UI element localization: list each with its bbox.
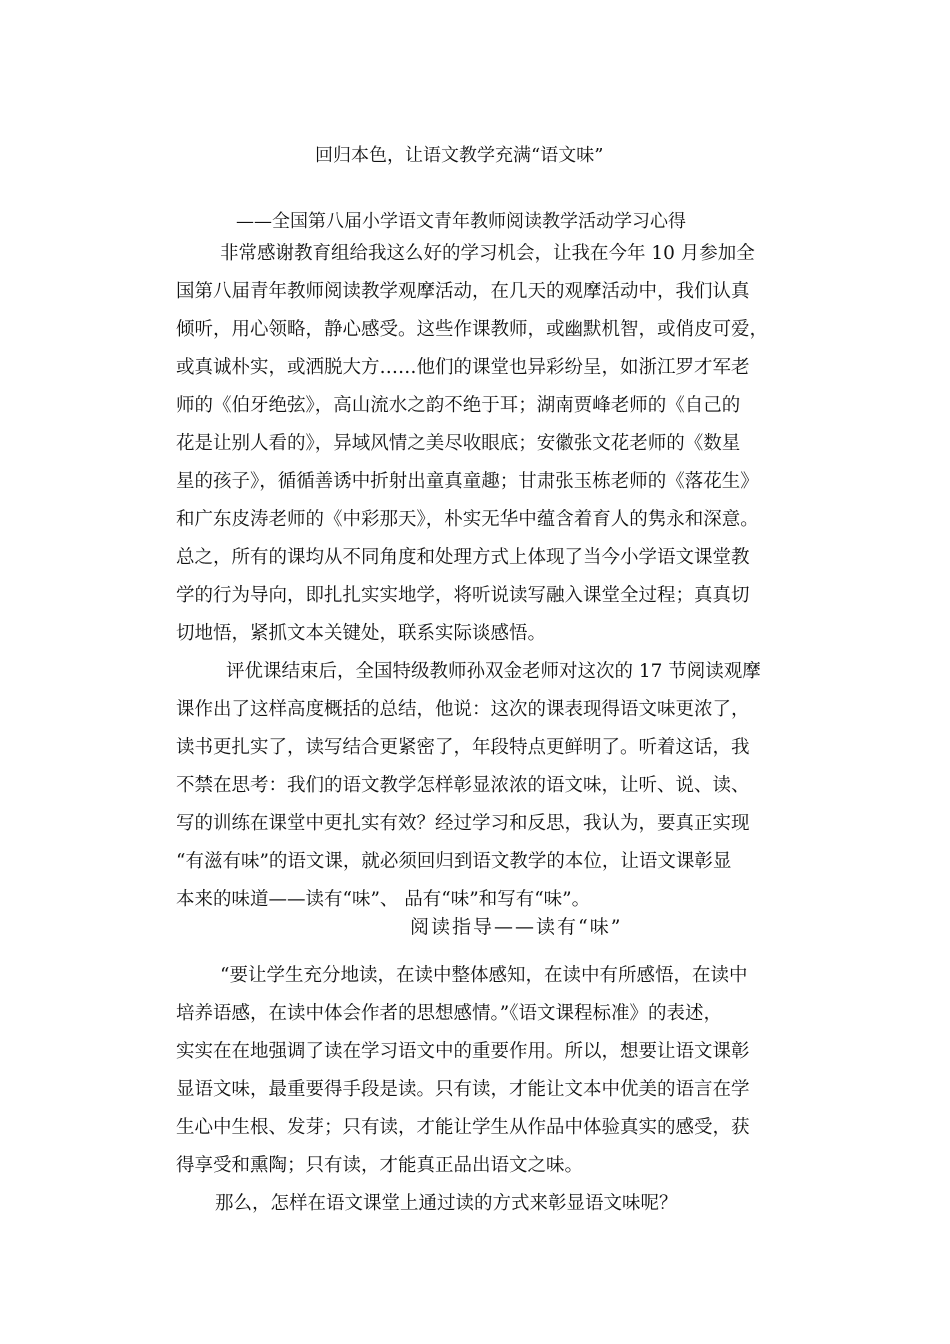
paragraph-line: 或真诚朴实，或洒脱大方……他们的课堂也异彩纷呈，如浙江罗才军老 bbox=[176, 357, 750, 378]
paragraph-line: “要让学生充分地读，在读中整体感知，在读中有所感悟，在读中 bbox=[220, 965, 748, 986]
paragraph-line: 得享受和熏陶；只有读，才能真正品出语文之味。 bbox=[176, 1155, 584, 1176]
paragraph-line: 不禁在思考：我们的语文教学怎样彰显浓浓的语文味，让听、说、读、 bbox=[176, 775, 750, 796]
paragraph-line: 本来的味道——读有“味”、 品有“味”和写有“味”。 bbox=[176, 889, 591, 910]
paragraph-line: 和广东皮涛老师的《中彩那天》，朴实无华中蕴含着育人的隽永和深意。 bbox=[176, 509, 759, 530]
paragraph-line: 师的《伯牙绝弦》，高山流水之韵不绝于耳；湖南贾峰老师的《自己的 bbox=[176, 395, 741, 416]
paragraph-line: 总之，所有的课均从不同角度和处理方式上体现了当今小学语文课堂教 bbox=[176, 547, 750, 568]
paragraph-line: 倾听，用心领略，静心感受。这些作课教师，或幽默机智，或俏皮可爱， bbox=[176, 319, 769, 340]
paragraph-line: 显语文味，最重要得手段是读。只有读，才能让文本中优美的语言在学 bbox=[176, 1079, 750, 1100]
paragraph-line: 星的孩子》，循循善诱中折射出童真童趣；甘肃张玉栋老师的《落花生》 bbox=[176, 471, 759, 492]
paragraph-line: 评优课结束后，全国特级教师孙双金老师对这次的 17 节阅读观摩 bbox=[226, 661, 761, 682]
paragraph-line: “有滋有味”的语文课，就必须回归到语文教学的本位，让语文课彰显 bbox=[176, 851, 732, 872]
paragraph-line: 非常感谢教育组给我这么好的学习机会，让我在今年 10 月参加全 bbox=[220, 243, 755, 264]
paragraph-line: 学的行为导向，即扎扎实实地学，将听说读写融入课堂全过程；真真切 bbox=[176, 585, 750, 606]
paragraph-line: 写的训练在课堂中更扎实有效？经过学习和反思，我认为，要真正实现 bbox=[176, 813, 750, 834]
paragraph-line: 生心中生根、发芽；只有读，才能让学生从作品中体验真实的感受，获 bbox=[176, 1117, 750, 1138]
section-heading: 阅读指导——读有“味” bbox=[410, 916, 623, 938]
paragraph-line: 课作出了这样高度概括的总结，他说：这次的课表现得语文味更浓了， bbox=[176, 699, 750, 720]
paragraph-line: 花是让别人看的》，异域风情之美尽收眼底；安徽张文花老师的《数星 bbox=[176, 433, 741, 454]
paragraph-line: 国第八届青年教师阅读教学观摩活动，在几天的观摩活动中，我们认真 bbox=[176, 281, 750, 302]
paragraph-line: 培养语感，在读中体会作者的思想感情。”《语文课程标准》的表述， bbox=[176, 1003, 722, 1024]
document-subtitle: ——全国第八届小学语文青年教师阅读教学活动学习心得 bbox=[236, 211, 686, 232]
paragraph-line: 读书更扎实了，读写结合更紧密了，年段特点更鲜明了。听着这话，我 bbox=[176, 737, 750, 758]
paragraph-line: 那么，怎样在语文课堂上通过读的方式来彰显语文味呢？ bbox=[215, 1193, 678, 1214]
document-title: 回归本色，让语文教学充满“语文味” bbox=[315, 145, 604, 166]
paragraph-line: 实实在在地强调了读在学习语文中的重要作用。所以，想要让语文课彰 bbox=[176, 1041, 750, 1062]
paragraph-line: 切地悟，紧抓文本关键处，联系实际谈感悟。 bbox=[176, 623, 547, 644]
